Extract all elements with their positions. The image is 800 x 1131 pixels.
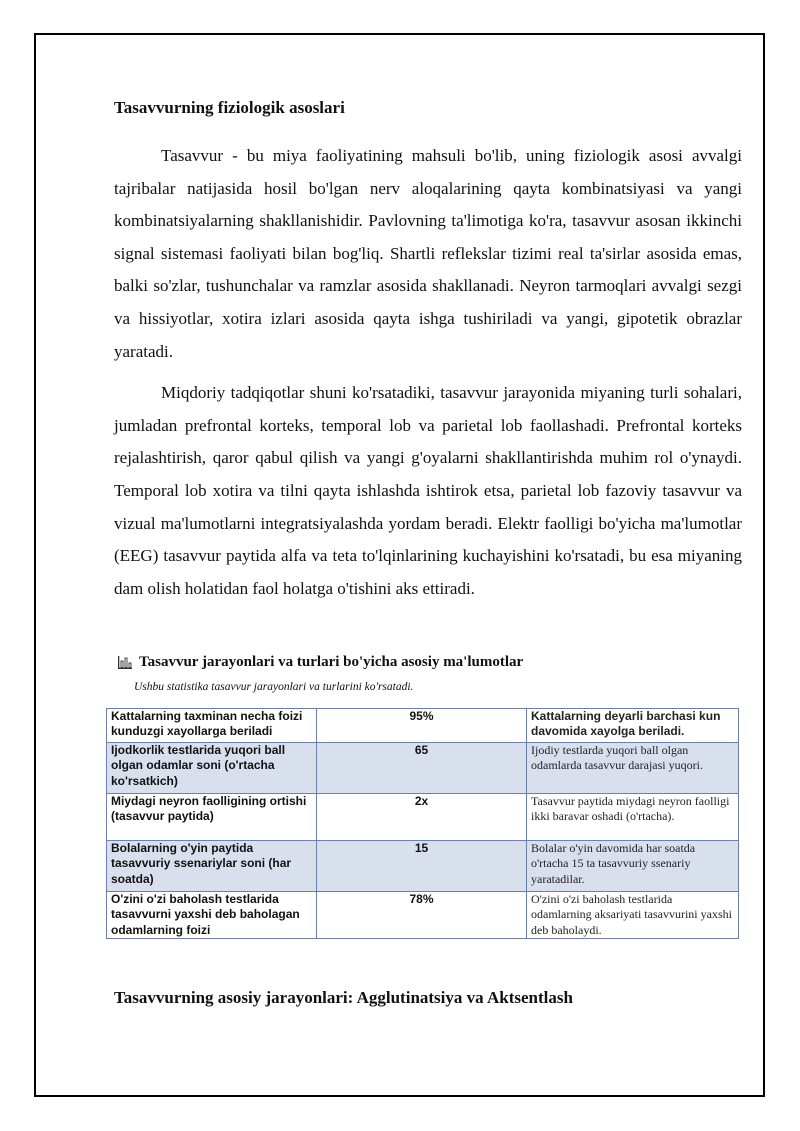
statistics-table-block bbox=[106, 653, 736, 939]
bar-chart-icon bbox=[118, 656, 132, 669]
row-value: 2x bbox=[317, 794, 527, 841]
body-paragraph: Tasavvur - bu miya faoliyatining mahsuli bo'lib, uning fiziologik asosi avvalgi tajribalar natijasida hosil bo'lgan nerv aloqalarining qayta kombinatsiyasi va yangi kombinatsiyalarning shakllanishidir. Pavlovning ta'limotiga ko'ra, tasavvur asosan ikkinchi signal sistemasi faoliyati bilan bog'liq. Shartli reflekslar tizimi real ta'sirlar asosida emas, balki so'zlar, tushunchalar va ramzlar asosida shakllanadi. Neyron tarmoqlari avvalgi sezgi va hissiyotlar, xotira izlari asosida qayta ishga tushiriladi va yangi, gipotetik obrazlar yaratadi. bbox=[114, 146, 742, 361]
row-value: 15 bbox=[317, 841, 527, 892]
row-value: 95% bbox=[317, 709, 527, 743]
table-row bbox=[107, 709, 739, 743]
table-row bbox=[107, 892, 739, 939]
row-description: Ijodiy testlarda yuqori ball olgan odamlarda tasavvur darajasi yuqori. bbox=[527, 743, 739, 794]
row-value: 78% bbox=[317, 892, 527, 939]
table-title-text: Tasavvur jarayonlari va turlari bo'yicha asosiy ma'lumotlar bbox=[139, 653, 524, 670]
table-row bbox=[107, 841, 739, 892]
row-description: O'zini o'zi baholash testlarida odamlarning aksariyati tasavvurini yaxshi deb baholaydi. bbox=[527, 892, 739, 939]
row-label: Bolalarning o'yin paytida tasavvuriy ssenariylar soni (har soatda) bbox=[107, 841, 317, 892]
row-label: O'zini o'zi baholash testlarida tasavvurni yaxshi deb baholagan odamlarning foizi bbox=[107, 892, 317, 939]
table-row bbox=[107, 743, 739, 794]
row-description: Tasavvur paytida miydagi neyron faolligi ikki baravar oshadi (o'rtacha). bbox=[527, 794, 739, 841]
row-label: Ijodkorlik testlarida yuqori ball olgan odamlar soni (o'rtacha ko'rsatkich) bbox=[107, 743, 317, 794]
section-heading: Tasavvurning fiziologik asoslari bbox=[114, 98, 345, 117]
row-description: Bolalar o'yin davomida har soatda o'rtacha 15 ta tasavvuriy ssenariy yaratadilar. bbox=[527, 841, 739, 892]
row-label: Kattalarning taxminan necha foizi kunduzgi xayollarga beriladi bbox=[107, 709, 317, 743]
row-value: 65 bbox=[317, 743, 527, 794]
body-paragraph: Miqdoriy tadqiqotlar shuni ko'rsatadiki, tasavvur jarayonida miyaning turli sohalari, jumladan prefrontal korteks, temporal lob va parietal lob faollashadi. Prefrontal korteks rejalashtirish, qaror qabul qilish va yangi g'oyalarni shakllantirishda muhim rol o'ynaydi. Temporal lob xotira va tilni qayta ishlashda ishtirok etsa, parietal lob fazoviy tasavvur va vizual ma'lumotlarni integratsiyalashda yordam beradi. Elektr faolligi bo'yicha ma'lumotlar (EEG) tasavvur paytida alfa va teta to'lqinlarining kuchayishini ko'rsatadi, bu esa miyaning dam olish holatidan faol holatga o'tishini aks ettiradi. bbox=[114, 383, 742, 598]
row-label: Miydagi neyron faolligining ortishi (tasavvur paytida) bbox=[107, 794, 317, 841]
section-heading: Tasavvurning asosiy jarayonlari: Agglutinatsiya va Aktsentlash bbox=[114, 988, 573, 1007]
row-description: Kattalarning deyarli barchasi kun davomida xayolga beriladi. bbox=[527, 709, 739, 743]
table-title bbox=[118, 653, 736, 671]
table-row bbox=[107, 794, 739, 841]
statistics-table bbox=[106, 708, 739, 939]
table-subtitle: Ushbu statistika tasavvur jarayonlari va turlarini ko'rsatadi. bbox=[134, 681, 414, 693]
main-content bbox=[114, 96, 742, 605]
